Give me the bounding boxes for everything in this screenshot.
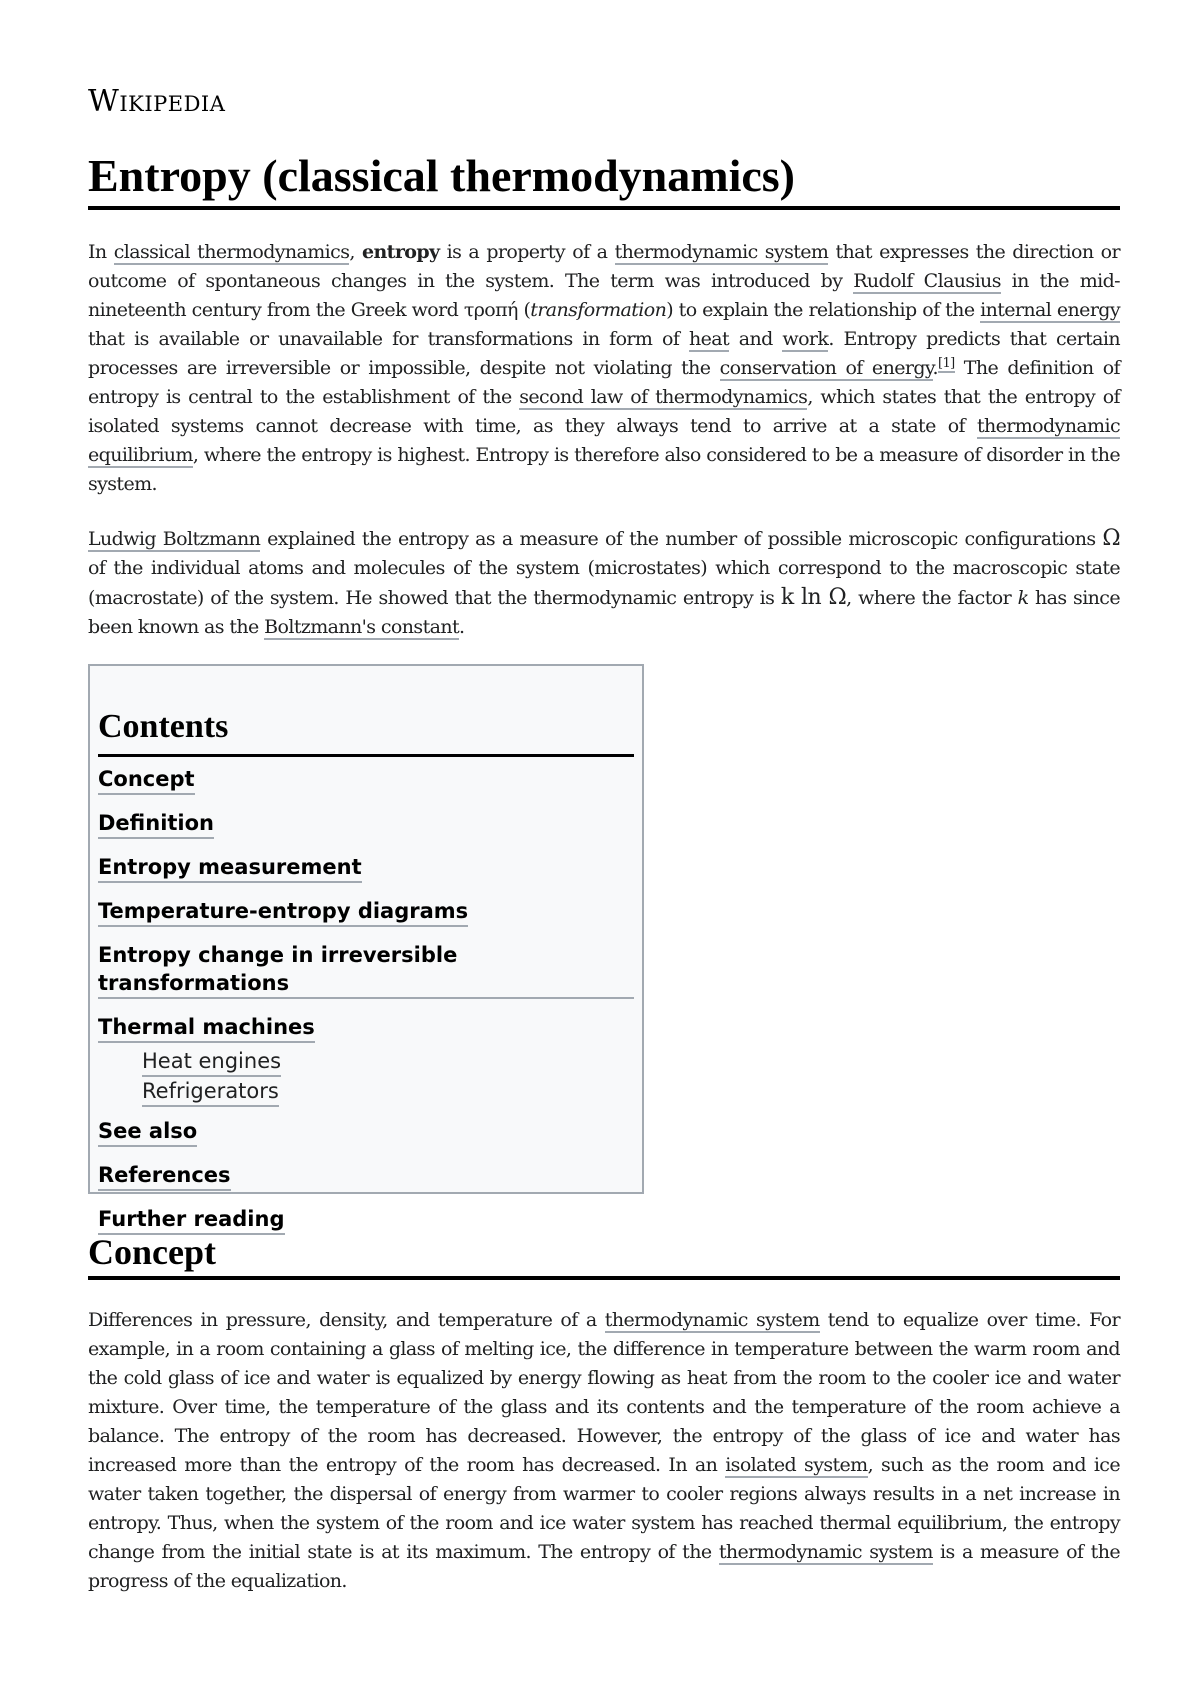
bold-entropy: entropy: [361, 241, 440, 263]
toc-item: [98, 809, 634, 839]
link-internal-energy[interactable]: internal energy: [980, 299, 1120, 321]
intro-text: that is available or unavailable for transformations in form of: [88, 328, 690, 350]
wikipedia-logo[interactable]: Wikipedia: [88, 84, 226, 119]
concept-text: , such as the room and ice water taken together, the dispersal of energy from warmer to cooler regions always results in a net increase in entropy. Thus, when the system of the room and ice water system has reached thermal equilibrium, the entropy change from the initial state is at its maximum. The entropy of the: [88, 1454, 1120, 1563]
math-k-ln-omega: k ln Ω: [780, 585, 847, 610]
table-of-contents: [88, 664, 644, 1231]
concept-text: Differences in pressure, density, and temperature of a: [88, 1309, 605, 1331]
toc-link-see-also[interactable]: See also: [98, 1117, 197, 1147]
toc-title: Contents: [98, 706, 634, 757]
toc-link-irreversible-transformations[interactable]: Entropy change in irreversible transformations: [98, 941, 634, 999]
link-thermodynamic-system[interactable]: thermodynamic system: [604, 1309, 820, 1331]
link-work[interactable]: work: [782, 328, 829, 350]
intro-paragraph: [88, 238, 1120, 499]
toc-item: [98, 941, 634, 999]
reference-link-1[interactable]: [1]: [937, 355, 955, 371]
math-omega: Ω: [1102, 526, 1120, 551]
toc-link-concept[interactable]: Concept: [98, 765, 195, 795]
intro-text: The definition of entropy is central to the establishment of the: [88, 357, 1120, 408]
italic-k: k: [1017, 587, 1029, 609]
concept-paragraph: [88, 1306, 1120, 1596]
link-ludwig-boltzmann[interactable]: Ludwig Boltzmann: [88, 528, 261, 550]
toc-link-references[interactable]: References: [98, 1161, 231, 1191]
intro-text: that expresses the direction or outcome of spontaneous changes in the system. The term was introduced by: [88, 241, 1120, 292]
toc-item: [98, 1117, 634, 1147]
intro-text: ) to explain the relationship of the: [666, 299, 981, 321]
link-classical-thermodynamics[interactable]: classical thermodynamics: [113, 241, 350, 263]
toc-item: [98, 853, 634, 883]
toc-item: [98, 1013, 634, 1043]
intro-text: In: [88, 241, 114, 263]
concept-text: is a measure of the progress of the equalization.: [88, 1541, 1120, 1592]
toc-subitem: [142, 1047, 634, 1077]
boltzmann-text: .: [459, 616, 465, 638]
intro-text: and: [729, 328, 783, 350]
concept-text: tend to equalize over time. For example, in a room containing a glass of melting ice, the difference in temperature between the warm room and the cold glass of ice and water is equalized by energy flowing as heat from the room to the cooler ice and water mixture. Over time, the temperature of the glass and its contents and the temperature of the room achieve a balance. The entropy of the room has decreased. However, the entropy of the glass of ice and water has increased more than the entropy of the room has decreased. In an: [88, 1309, 1120, 1476]
toc-list: [98, 765, 634, 1235]
boltzmann-text: , where the factor: [846, 587, 1018, 609]
intro-text: ,: [349, 241, 362, 263]
intro-text: in the mid-nineteenth century from the Greek word τροπή (: [88, 270, 1120, 321]
link-heat[interactable]: heat: [689, 328, 730, 350]
link-conservation-of-energy[interactable]: conservation of energy: [719, 357, 933, 379]
toc-link-further-reading[interactable]: Further reading: [98, 1205, 285, 1235]
link-thermodynamic-system[interactable]: thermodynamic system: [614, 241, 829, 263]
boltzmann-text: has since been known as the: [88, 587, 1120, 638]
toc-link-thermal-machines[interactable]: Thermal machines: [98, 1013, 315, 1043]
toc-item: [98, 897, 634, 927]
toc-link-temperature-entropy-diagrams[interactable]: Temperature-entropy diagrams: [98, 897, 468, 927]
toc-item: [98, 1161, 634, 1191]
link-second-law[interactable]: second law of thermodynamics: [519, 386, 808, 408]
toc-item: [98, 765, 634, 795]
toc-link-entropy-measurement[interactable]: Entropy measurement: [98, 853, 362, 883]
boltzmann-paragraph: [88, 524, 1120, 642]
intro-text: , which states that the entropy of isolated systems cannot decrease with time, as they always tend to arrive at a state of: [88, 386, 1120, 437]
section-heading-concept: Concept: [88, 1228, 1120, 1280]
link-thermodynamic-system[interactable]: thermodynamic system: [718, 1541, 933, 1563]
link-thermodynamic-equilibrium[interactable]: thermodynamic equilibrium: [88, 415, 1120, 466]
link-rudolf-clausius[interactable]: Rudolf Clausius: [853, 270, 1001, 292]
page-title: Entropy (classical thermodynamics): [88, 146, 1120, 210]
intro-text: .: [932, 357, 938, 379]
intro-text: is a property of a: [439, 241, 615, 263]
toc-link-definition[interactable]: Definition: [98, 809, 214, 839]
boltzmann-text: of the individual atoms and molecules of the system (microstates) which correspond to the macroscopic state (macrostate) of the system. He showed that the thermodynamic entropy is: [88, 557, 1120, 609]
link-isolated-system[interactable]: isolated system: [725, 1454, 868, 1476]
italic-transformation: transformation: [530, 299, 667, 321]
boltzmann-text: explained the entropy as a measure of the number of possible microscopic configurations: [260, 528, 1103, 550]
intro-text: . Entropy predicts that certain processes are irreversible or impossible, despite not violating the: [88, 328, 1120, 379]
intro-text: , where the entropy is highest. Entropy is therefore also considered to be a measure of disorder in the system.: [88, 444, 1120, 495]
link-boltzmann-constant[interactable]: Boltzmann's constant: [264, 616, 459, 638]
toc-link-refrigerators[interactable]: Refrigerators: [142, 1077, 279, 1107]
toc-subitem: [142, 1077, 634, 1107]
toc-link-heat-engines[interactable]: Heat engines: [142, 1047, 281, 1077]
